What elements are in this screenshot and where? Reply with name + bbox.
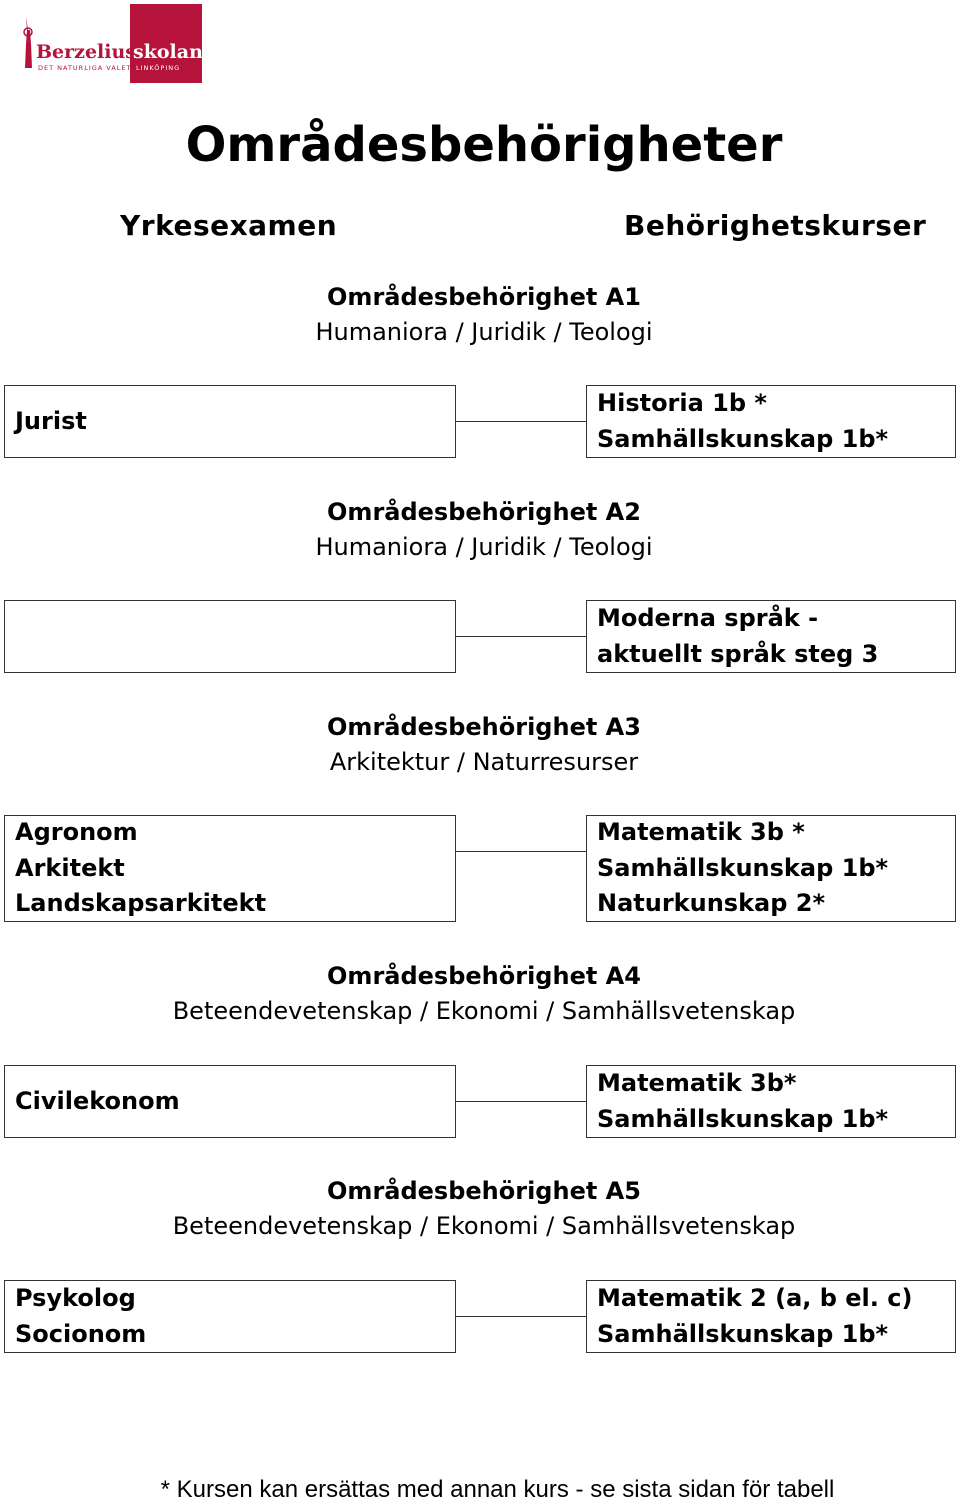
section-heading-a5	[0, 1174, 960, 1244]
course-item: Samhällskunskap 1b*	[597, 1319, 889, 1348]
course-item: Historia 1b *	[597, 389, 767, 417]
logo-name-part2: skolan	[133, 41, 203, 63]
course-item: Samhällskunskap 1b*	[597, 1104, 889, 1133]
logo-tagline: DET NATURLIGA VALET	[38, 64, 132, 72]
profession-box-a5	[4, 1280, 456, 1353]
profession-box-a4	[4, 1065, 456, 1138]
footnote: * Kursen kan ersättas med annan kurs - se sista sidan för tabell	[160, 1476, 835, 1503]
section-name: Områdesbehörighet A5	[327, 1177, 641, 1205]
profession-box-a1	[4, 385, 456, 458]
course-item: Naturkunskap 2*	[597, 889, 826, 918]
course-item: Samhällskunskap 1b*	[597, 424, 889, 453]
section-subheading: Humaniora / Juridik / Teologi	[315, 318, 653, 346]
section-subheading: Arkitektur / Naturresurser	[329, 748, 639, 776]
profession-item: Jurist	[15, 406, 87, 435]
berzeliusskolan-logo	[14, 4, 204, 84]
section-heading-a3	[0, 710, 960, 780]
course-item: Samhällskunskap 1b*	[597, 853, 889, 882]
course-box-a4	[586, 1065, 956, 1138]
logo-name-part1: Berzelius	[36, 41, 136, 63]
course-box-a2	[586, 600, 956, 673]
profession-item: Psykolog	[15, 1284, 136, 1312]
course-item: Moderna språk -	[597, 604, 819, 632]
connector-line-a1	[456, 421, 586, 422]
course-box-a5	[586, 1280, 956, 1353]
column-heading-professions: Yrkesexamen	[120, 209, 338, 242]
course-box-a3	[586, 815, 956, 922]
section-heading-a2	[0, 495, 960, 565]
profession-box-a3	[4, 815, 456, 922]
course-item: Matematik 3b*	[597, 1069, 797, 1097]
profession-item: Civilekonom	[15, 1086, 180, 1115]
page-title: Områdesbehörigheter	[185, 117, 783, 173]
connector-line-a4	[456, 1101, 586, 1102]
section-heading-a4	[0, 959, 960, 1029]
logo-tower-icon	[25, 16, 32, 68]
logo-city: LINKÖPING	[136, 64, 181, 72]
section-name: Områdesbehörighet A2	[327, 498, 641, 526]
section-name: Områdesbehörighet A1	[327, 283, 641, 311]
course-item: aktuellt språk steg 3	[597, 639, 879, 668]
profession-item: Socionom	[15, 1319, 147, 1348]
section-heading-a1	[0, 280, 960, 350]
section-name: Områdesbehörighet A4	[327, 962, 641, 990]
connector-line-a3	[456, 851, 586, 852]
course-item: Matematik 3b *	[597, 818, 805, 847]
section-subheading: Beteendevetenskap / Ekonomi / Samhällsvetenskap	[172, 997, 796, 1025]
connector-line-a5	[456, 1316, 586, 1317]
course-item: Matematik 2 (a, b el. c)	[597, 1284, 913, 1312]
section-name: Områdesbehörighet A3	[327, 713, 641, 741]
connector-line-a2	[456, 636, 586, 637]
section-subheading: Beteendevetenskap / Ekonomi / Samhällsvetenskap	[172, 1212, 796, 1240]
profession-box-a2	[4, 600, 456, 673]
column-heading-courses: Behörighetskurser	[624, 209, 927, 242]
profession-item: Landskapsarkitekt	[15, 889, 267, 918]
profession-item: Agronom	[15, 818, 138, 847]
profession-item: Arkitekt	[15, 853, 125, 882]
section-subheading: Humaniora / Juridik / Teologi	[315, 533, 653, 561]
course-box-a1	[586, 385, 956, 458]
logo-graphic	[14, 4, 204, 84]
